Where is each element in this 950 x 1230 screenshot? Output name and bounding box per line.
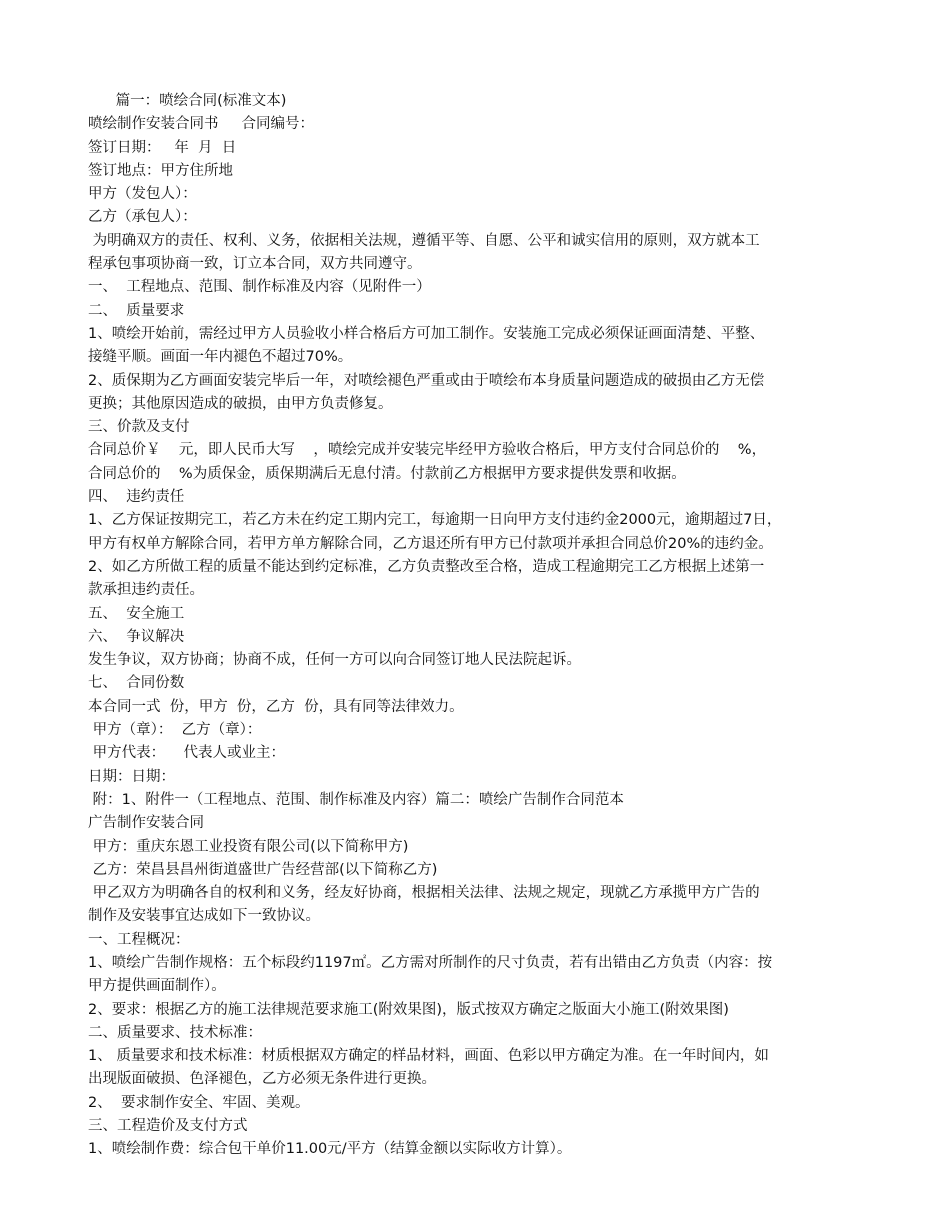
document-line: 四、 违约责任 bbox=[88, 489, 185, 506]
document-line: 1、 质量要求和技术标准：材质根据双方确定的样品材料，画面、色彩以甲方确定为准。在一年时间内，如 bbox=[88, 1048, 769, 1065]
document-line: 甲方提供画面制作）。 bbox=[88, 978, 226, 995]
document-line: 款承担违约责任。 bbox=[88, 582, 204, 599]
document-line: 乙方：荣昌县昌州街道盛世广告经营部(以下简称乙方) bbox=[88, 861, 438, 878]
document-line: 更换；其他原因造成的破损，由甲方负责修复。 bbox=[88, 395, 393, 412]
document-line: 制作及安装事宜达成如下一致协议。 bbox=[88, 908, 320, 925]
document-line: 乙方（承包人）： bbox=[88, 209, 197, 226]
document-line: 三、工程造价及支付方式 bbox=[88, 1118, 248, 1135]
document-line: 附：1、附件一（工程地点、范围、制作标准及内容）篇二：喷绘广告制作合同范本 bbox=[88, 791, 624, 808]
document-line: 签订地点：甲方住所地 bbox=[88, 162, 233, 179]
document-line: 2、要求：根据乙方的施工法律规范要求施工(附效果图)，版式按双方确定之版面大小施工(附效果图) bbox=[88, 1001, 729, 1018]
document-line: 合同总价的 %为质保金，质保期满后无息付清。付款前乙方根据甲方要求提供发票和收据。 bbox=[88, 465, 686, 482]
document-line: 甲方：重庆东恩工业投资有限公司(以下简称甲方) bbox=[88, 838, 409, 855]
document-line: 喷绘制作安装合同书 合同编号： bbox=[88, 116, 315, 133]
document-line: 一、工程概况： bbox=[88, 931, 190, 948]
document-line: 篇一：喷绘合同(标准文本) bbox=[88, 93, 287, 109]
document-line: 三、价款及支付 bbox=[88, 419, 190, 436]
document-line: 甲方代表： 代表人或业主： bbox=[88, 745, 286, 762]
document-line: 程承包事项协商一致，订立本合同，双方共同遵守。 bbox=[88, 256, 422, 273]
document-line: 日期：日期： bbox=[88, 768, 175, 785]
document-line: 为明确双方的责任、权利、义务，依据相关法规，遵循平等、自愿、公平和诚实信用的原则，双方就本工 bbox=[88, 232, 760, 249]
document-line: 出现版面破损、色泽褪色，乙方必须无条件进行更换。 bbox=[88, 1071, 436, 1088]
document-line: 一、 工程地点、范围、制作标准及内容（见附件一） bbox=[88, 279, 431, 296]
document-line: 甲方有权单方解除合同，若甲方单方解除合同，乙方退还所有甲方已付款项并承担合同总价20%的违约金。 bbox=[88, 535, 773, 552]
document-line: 签订日期： 年 月 日 bbox=[88, 139, 237, 156]
document-line: 2、 要求制作安全、牢固、美观。 bbox=[88, 1094, 310, 1111]
document-line: 广告制作安装合同 bbox=[88, 815, 204, 832]
document-line: 本合同一式 份，甲方 份，乙方 份，具有同等法律效力。 bbox=[88, 698, 464, 715]
document-line: 二、 质量要求 bbox=[88, 302, 185, 319]
document-line: 甲乙双方为明确各自的权利和义务，经友好协商，根据相关法律、法规之规定，现就乙方承揽甲方广告的 bbox=[88, 885, 760, 902]
document-body bbox=[88, 90, 868, 1162]
document-line: 二、质量要求、技术标准： bbox=[88, 1024, 262, 1041]
document-line: 六、 争议解决 bbox=[88, 628, 185, 645]
document-line: 发生争议，双方协商；协商不成，任何一方可以向合同签订地人民法院起诉。 bbox=[88, 652, 581, 669]
document-line: 五、 安全施工 bbox=[88, 605, 185, 622]
document-line: 接缝平顺。画面一年内褪色不超过70%。 bbox=[88, 349, 353, 366]
document-line: 2、如乙方所做工程的质量不能达到约定标准，乙方负责整改至合格，造成工程逾期完工乙方根据上述第一 bbox=[88, 558, 765, 575]
document-line: 2、质保期为乙方画面安装完毕后一年，对喷绘褪色严重或由于喷绘布本身质量问题造成的破损由乙方无偿 bbox=[88, 372, 765, 389]
document-line: 合同总价￥ 元，即人民币大写 ，喷绘完成并安装完毕经甲方验收合格后，甲方支付合同总价的 %， bbox=[88, 442, 767, 459]
document-line: 甲方（发包人）： bbox=[88, 186, 197, 203]
document-line: 1、喷绘开始前，需经过甲方人员验收小样合格后方可加工制作。安装施工完成必须保证画面清楚、平整、 bbox=[88, 325, 765, 342]
document-line: 1、乙方保证按期完工，若乙方未在约定工期内完工，每逾期一日向甲方支付违约金2000元，逾期超过7日， bbox=[88, 512, 782, 529]
document-line: 甲方（章）： 乙方（章）： bbox=[88, 722, 262, 739]
document-line: 1、喷绘制作费：综合包干单价11.00元/平方（结算金额以实际收方计算）。 bbox=[88, 1141, 572, 1158]
document-line: 七、 合同份数 bbox=[88, 675, 185, 692]
document-line: 1、喷绘广告制作规格：五个标段约1197㎡。乙方需对所制作的尺寸负责，若有出错由乙方负责（内容：按 bbox=[88, 954, 773, 971]
